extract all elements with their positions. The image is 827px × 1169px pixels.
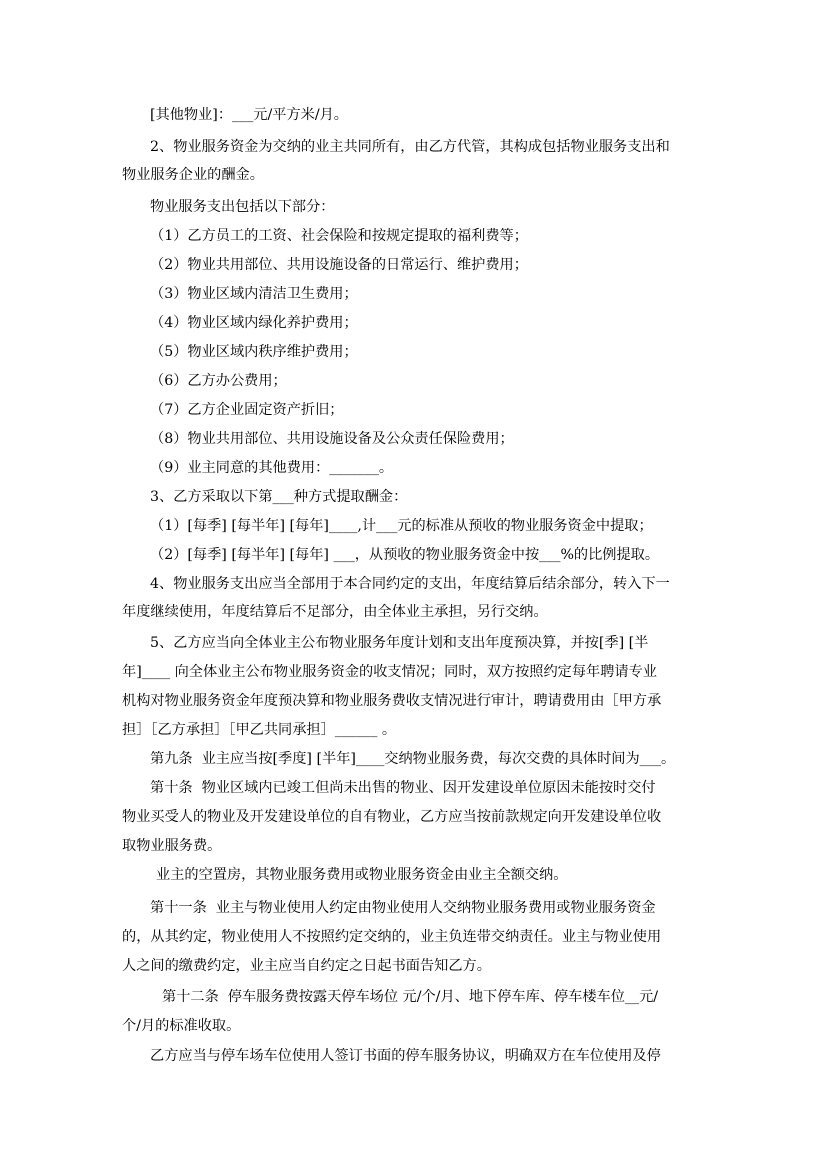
text-line: 物业服务企业的酬金。 <box>122 167 264 183</box>
text-line: （6）乙方办公费用； <box>150 373 287 389</box>
text-line: （4）物业区域内绿化养护费用； <box>150 315 358 331</box>
text-line: 人之间的缴费约定，业主应当自约定之日起书面告知乙方。 <box>122 958 491 974</box>
text-line: 担］［乙方承担］［甲乙共同承担］______ 。 <box>122 722 397 738</box>
text-line: （1）[每季] [每半年] [每年]____,计___元的标准从预收的物业服务资金中提取； <box>150 518 653 534</box>
text-line: 物业服务支出包括以下部分： <box>150 199 335 215</box>
text-line: 业主的空置房，其物业服务费用或物业服务资金由业主全额交纳。 <box>156 867 568 883</box>
text-line: （5）物业区域内秩序维护费用； <box>150 344 358 360</box>
text-line: 2、物业服务资金为交纳的业主共同所有，由乙方代管，其构成包括物业服务支出和 <box>150 139 670 155</box>
text-line: （3）物业区域内清洁卫生费用； <box>150 286 358 302</box>
text-line: 个/月的标准收取。 <box>122 1018 241 1034</box>
text-line: [其他物业]：___元/平方米/月。 <box>150 107 348 123</box>
text-line: （2）[每季] [每半年] [每年] ___，从预收的物业服务资金中按___%的比例提取。 <box>150 547 660 563</box>
text-line: 第十一条 业主与物业使用人约定由物业使用人交纳物业服务费用或物业服务资金 <box>150 900 656 916</box>
text-line: （7）乙方企业固定资产折旧； <box>150 402 344 418</box>
text-line: 3、乙方采取以下第___种方式提取酬金： <box>150 489 408 505</box>
text-line: 乙方应当与停车场车位使用人签订书面的停车服务协议，明确双方在车位使用及停 <box>150 1048 661 1064</box>
text-line: 的，从其约定，物业使用人不按照约定交纳的，业主负连带交纳责任。业主与物业使用 <box>122 929 662 945</box>
text-line: 年度继续使用，年度结算后不足部分，由全体业主承担，另行交纳。 <box>122 604 548 620</box>
text-line: 第九条 业主应当按[季度] [半年]____交纳物业服务费，每次交费的具体时间为___。 <box>150 751 676 767</box>
text-line: （9）业主同意的其他费用：_______。 <box>150 460 394 476</box>
text-line: 取物业服务费。 <box>122 838 222 854</box>
text-line: 第十二条 停车服务费按露天停车场位 元/个/月、地下停车库、停车楼车位__元/ <box>162 989 659 1005</box>
text-line: 机构对物业服务资金年度预决算和物业服务费收支情况进行审计，聘请费用由［甲方承 <box>122 693 662 709</box>
text-line: （2）物业共用部位、共用设施设备的日常运行、维护费用； <box>150 257 528 273</box>
text-line: 5、乙方应当向全体业主公布物业服务年度计划和支出年度预决算，并按[季] [半 <box>150 635 649 651</box>
text-line: 物业买受人的物业及开发建设单位的自有物业，乙方应当按前款规定向开发建设单位收 <box>122 809 662 825</box>
text-line: 第十条 物业区域内已竣工但尚未出售的物业、因开发建设单位原因未能按时交付 <box>150 780 656 796</box>
text-line: 年]____ 向全体业主公布物业服务资金的收支情况；同时，双方按照约定每年聘请专业 <box>122 664 657 680</box>
text-line: （1）乙方员工的工资、社会保险和按规定提取的福利费等； <box>150 228 528 244</box>
text-line: （8）物业共用部位、共用设施设备及公众责任保险费用； <box>150 431 514 447</box>
text-line: 4、物业服务支出应当全部用于本合同约定的支出，年度结算后结余部分，转入下一 <box>150 576 670 592</box>
